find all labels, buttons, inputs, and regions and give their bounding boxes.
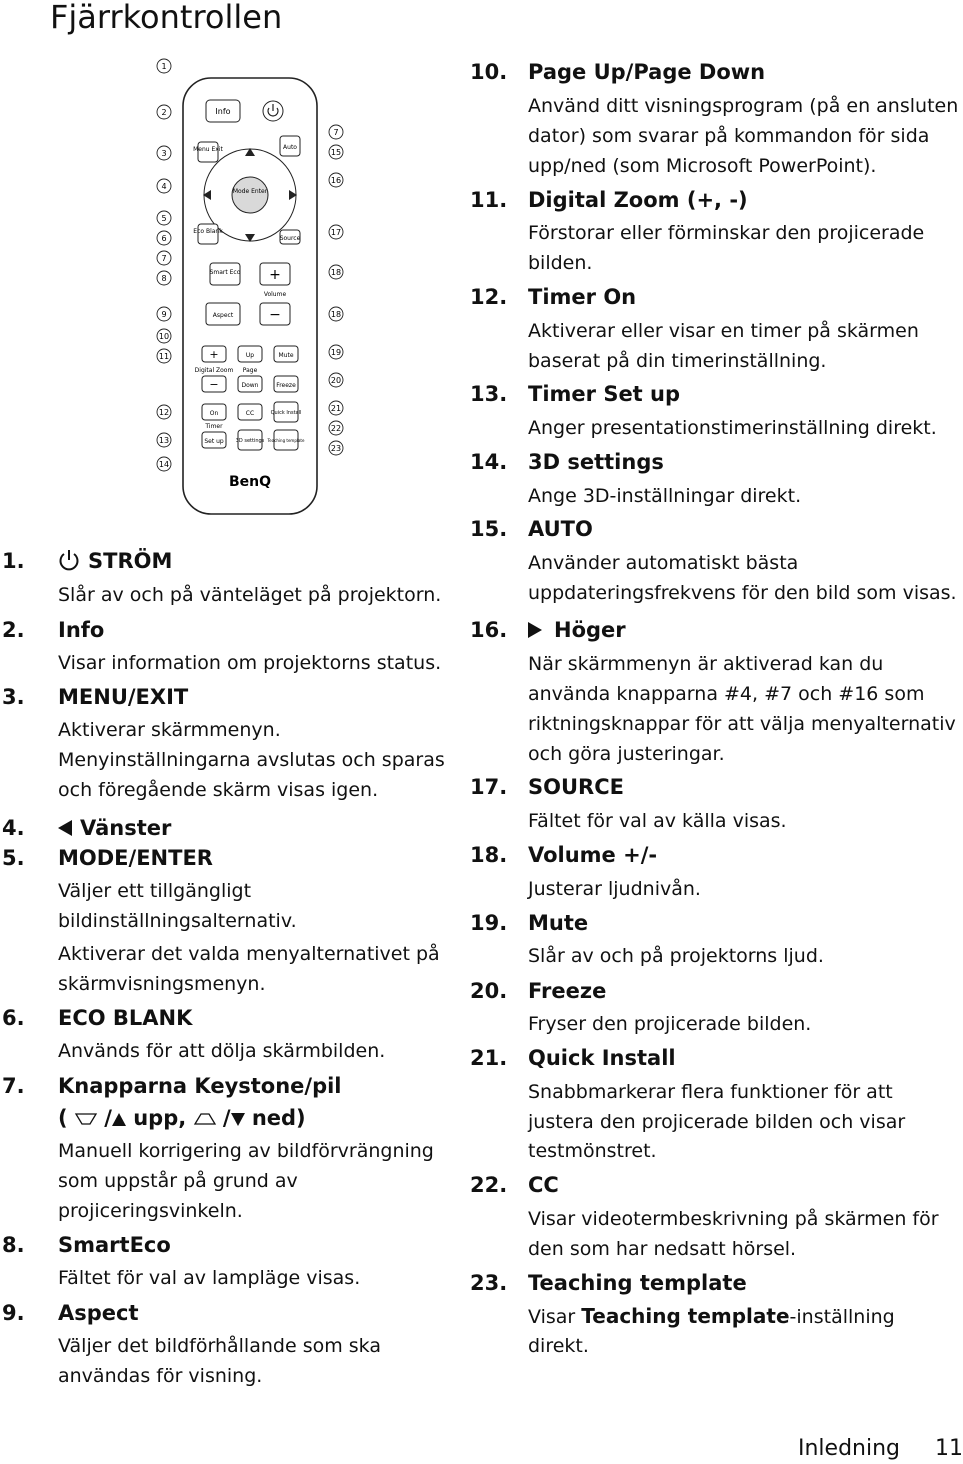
teaching-template-label: Teaching template — [267, 438, 305, 443]
item-description: Fältet för val av lampläge visas. — [58, 1267, 361, 1289]
callout-number: 18 — [330, 310, 342, 319]
item-heading-text: Freeze — [528, 979, 607, 1003]
item-description: dator) som svarar på kommandon för sida — [528, 125, 930, 147]
item-description: baserat på din timerinställning. — [528, 350, 827, 372]
item-description: justera den projicerade bilden och visar — [528, 1111, 906, 1133]
zoom-plus-label: + — [209, 348, 219, 361]
zoom-minus-label: − — [209, 378, 219, 391]
item-heading-text: Quick Install — [528, 1046, 676, 1070]
item-description: och föregående skärm visas igen. — [58, 779, 379, 801]
item-heading — [528, 285, 636, 309]
callout-number: 10 — [158, 332, 170, 341]
mode-enter-label: Mode Enter — [232, 188, 268, 195]
item-number: 8. — [2, 1233, 25, 1257]
item-description: och göra justeringar. — [528, 743, 725, 765]
item-description: bildinställningsalternativ. — [58, 910, 297, 932]
item-description: Används för att dölja skärmbilden. — [58, 1040, 386, 1062]
down-text: ned) — [251, 1106, 306, 1130]
item-number: 13. — [470, 382, 508, 406]
item-description: Menyinställningarna avslutas och sparas — [58, 749, 445, 771]
item-description: Väljer det bildförhållande som ska — [58, 1335, 381, 1357]
item-description: Visar Teaching template-inställning — [528, 1304, 895, 1328]
item-number: 17. — [470, 775, 508, 799]
item-heading — [528, 60, 765, 84]
timer-on-label: On — [209, 410, 219, 417]
item-description: Ange 3D-inställningar direkt. — [528, 485, 802, 507]
callout-number: 22 — [330, 424, 342, 433]
item-description: Anger presentationstimerinställning direkt. — [528, 417, 937, 439]
item-description: testmönstret. — [528, 1140, 657, 1162]
item-number: 1. — [2, 549, 25, 573]
item-number: 9. — [2, 1301, 25, 1325]
item-number: 19. — [470, 911, 508, 935]
item-heading-text: STRÖM — [88, 549, 173, 573]
item-description: skärmvisningsmenyn. — [58, 973, 266, 995]
item-description: Visar videotermbeskrivning på skärmen för — [528, 1208, 939, 1230]
item-description: Fältet för val av källa visas. — [528, 810, 787, 832]
callouts-left — [157, 59, 171, 471]
callout-number: 6 — [161, 234, 167, 243]
arrow-right-icon — [528, 622, 542, 638]
item-heading-text: ECO BLANK — [58, 1006, 193, 1030]
item-description: som uppstår på grund av — [58, 1170, 298, 1192]
item-description: upp/ned (som Microsoft PowerPoint). — [528, 155, 877, 177]
item-description: bilden. — [528, 252, 593, 274]
item-heading-text: AUTO — [528, 517, 593, 541]
item-heading-text: Timer On — [528, 285, 637, 309]
item-heading-text: Aspect — [58, 1301, 139, 1325]
item-heading — [528, 450, 664, 474]
callout-number: 14 — [158, 460, 170, 469]
timer-label: Timer — [205, 423, 223, 430]
item-heading — [58, 1301, 139, 1325]
item-heading-text: Mute — [528, 911, 589, 935]
callout-number: 16 — [330, 176, 342, 185]
item-heading — [58, 1233, 171, 1257]
item-number: 5. — [2, 846, 25, 870]
item-description: Aktiverar skärmmenyn. — [58, 719, 281, 741]
item-description: Aktiverar det valda menyalternativet på — [58, 943, 440, 965]
item-description: Snabbmarkerar flera funktioner för att — [528, 1081, 893, 1103]
item-heading — [528, 1173, 559, 1197]
callout-number: 8 — [161, 274, 167, 283]
item-description: Visar information om projektorns status. — [58, 652, 442, 674]
source-label: Source — [279, 235, 301, 242]
keystone-heading-line — [58, 1106, 306, 1130]
triangle-up-icon — [112, 1113, 126, 1126]
callout-number: 21 — [330, 404, 342, 413]
item-heading-text: Volume +/- — [528, 843, 658, 867]
item-heading-text: MODE/ENTER — [58, 846, 213, 870]
digital-zoom-label: Digital Zoom — [194, 367, 234, 374]
item-description: Fryser den projicerade bilden. — [528, 1013, 812, 1035]
callouts-right — [329, 125, 343, 455]
timer-set-up-label: Set up — [204, 438, 224, 445]
item-number: 21. — [470, 1046, 508, 1070]
keystone-up-icon — [75, 1106, 97, 1118]
callout-number: 7 — [333, 128, 339, 137]
item-heading — [58, 685, 188, 709]
item-description: Använd ditt visningsprogram (på en ansluten — [528, 95, 959, 117]
item-heading-text: Timer Set up — [528, 382, 681, 406]
item-heading — [58, 816, 171, 840]
item-description: användas för visning. — [58, 1365, 263, 1387]
item-number: 3. — [2, 685, 25, 709]
item-heading — [528, 517, 593, 541]
smart-eco-label: Smart Eco — [209, 269, 241, 276]
menu-exit-label: Menu Exit — [193, 146, 223, 153]
page-up-label: Up — [245, 352, 255, 359]
item-heading-text: SmartEco — [58, 1233, 171, 1257]
paren-open: ( — [58, 1106, 68, 1130]
callout-number: 2 — [161, 108, 167, 117]
item-heading — [528, 911, 588, 935]
item-heading-text: Höger — [554, 618, 626, 642]
item-number: 7. — [2, 1074, 25, 1098]
item-heading-text: Page Up/Page Down — [528, 60, 766, 84]
item-heading — [528, 1046, 676, 1070]
info-label: Info — [215, 107, 231, 116]
item-heading — [528, 775, 624, 799]
item-description: Aktiverar eller visar en timer på skärmen — [528, 320, 919, 342]
callout-number: 19 — [330, 348, 342, 357]
item-description: Väljer ett tillgängligt — [58, 880, 252, 902]
item-heading — [58, 549, 172, 573]
remote-control-illustration — [150, 50, 350, 520]
callout-number: 18 — [330, 268, 342, 277]
item-heading-text: Teaching template — [528, 1271, 747, 1295]
item-number: 6. — [2, 1006, 25, 1030]
item-description: Slår av och på projektorns ljud. — [528, 945, 824, 967]
item-number: 16. — [470, 618, 508, 642]
item-heading — [528, 382, 680, 406]
item-description: projiceringsvinkeln. — [58, 1200, 243, 1222]
mute-label: Mute — [278, 352, 294, 359]
callout-number: 13 — [158, 436, 170, 445]
footer-page-number: 11 — [935, 1436, 963, 1461]
item-number: 2. — [2, 618, 25, 642]
item-heading-text: Knapparna Keystone/pil — [58, 1074, 342, 1098]
item-number: 4. — [2, 816, 25, 840]
callout-number: 4 — [161, 182, 167, 191]
eco-blank-label: Eco Blank — [193, 228, 223, 235]
slash: / — [222, 1106, 231, 1130]
item-description: använda knapparna #4, #7 och #16 som — [528, 683, 925, 705]
item-description: Slår av och på vänteläget på projektorn. — [58, 584, 442, 606]
slash: / — [104, 1106, 112, 1130]
volume-label: Volume — [263, 291, 287, 298]
item-description: Justerar ljudnivån. — [528, 878, 701, 900]
item-heading — [528, 979, 606, 1003]
page-label: Page — [242, 367, 258, 374]
item-heading — [528, 1271, 747, 1295]
item-number: 15. — [470, 517, 508, 541]
quick-install-label: Quick Install — [270, 410, 302, 416]
arrow-left-icon — [58, 820, 72, 836]
item-heading-text: Vänster — [80, 816, 172, 840]
callout-number: 3 — [161, 149, 167, 158]
keystone-down-icon — [194, 1106, 216, 1118]
item-number: 20. — [470, 979, 508, 1003]
cc-label: CC — [245, 410, 255, 417]
item-number: 12. — [470, 285, 508, 309]
freeze-label: Freeze — [276, 382, 296, 389]
mode-enter-button — [232, 177, 268, 213]
callout-number: 20 — [330, 376, 342, 385]
callout-number: 9 — [161, 310, 167, 319]
aspect-label: Aspect — [212, 312, 234, 319]
item-heading-text: Info — [58, 618, 105, 642]
up-text: upp, — [133, 1106, 187, 1130]
callout-number: 17 — [330, 228, 342, 237]
item-number: 23. — [470, 1271, 508, 1295]
item-number: 18. — [470, 843, 508, 867]
item-number: 10. — [470, 60, 508, 84]
item-heading-text: MENU/EXIT — [58, 685, 189, 709]
brand-logo: BenQ — [228, 474, 272, 490]
item-description: Manuell korrigering av bildförvrängning — [58, 1140, 434, 1162]
item-description: Förstorar eller förminskar den projicerade — [528, 222, 925, 244]
callout-number: 7 — [161, 254, 167, 263]
item-description: När skärmmenyn är aktiverad kan du — [528, 653, 884, 675]
item-heading — [58, 618, 104, 642]
callout-number: 23 — [330, 444, 342, 453]
auto-label: Auto — [283, 144, 297, 151]
page-down-label: Down — [241, 382, 259, 389]
three-d-settings-label: 3D settings — [235, 438, 265, 444]
item-description: uppdateringsfrekvens för den bild som visas. — [528, 582, 957, 604]
item-number: 11. — [470, 188, 508, 212]
item-heading — [58, 1006, 192, 1030]
item-number: 14. — [470, 450, 508, 474]
item-heading — [528, 188, 748, 212]
item-heading — [528, 843, 657, 867]
item-heading-text: CC — [528, 1173, 559, 1197]
item-description: riktningsknappar för att välja menyalternativ — [528, 713, 956, 735]
volume-minus-label: − — [269, 307, 281, 323]
footer-section: Inledning — [798, 1436, 901, 1461]
triangle-down-icon — [231, 1113, 245, 1126]
item-heading — [528, 618, 626, 642]
callout-number: 5 — [161, 214, 167, 223]
callout-number: 15 — [330, 148, 342, 157]
item-description: direkt. — [528, 1335, 589, 1357]
item-heading — [58, 1074, 342, 1098]
item-description: den som har nedsatt hörsel. — [528, 1238, 797, 1260]
item-number: 22. — [470, 1173, 508, 1197]
item-heading-text: SOURCE — [528, 775, 624, 799]
item-description: Använder automatiskt bästa — [528, 552, 799, 574]
page-title: Fjärrkontrollen — [50, 0, 283, 36]
item-heading-text: 3D settings — [528, 450, 664, 474]
volume-plus-label: + — [269, 267, 281, 283]
callout-number: 12 — [158, 408, 170, 417]
item-heading — [58, 846, 213, 870]
callout-number: 11 — [158, 352, 170, 361]
callout-number: 1 — [161, 62, 167, 71]
item-heading-text: Digital Zoom (+, -) — [528, 188, 748, 212]
power-icon — [58, 549, 80, 571]
